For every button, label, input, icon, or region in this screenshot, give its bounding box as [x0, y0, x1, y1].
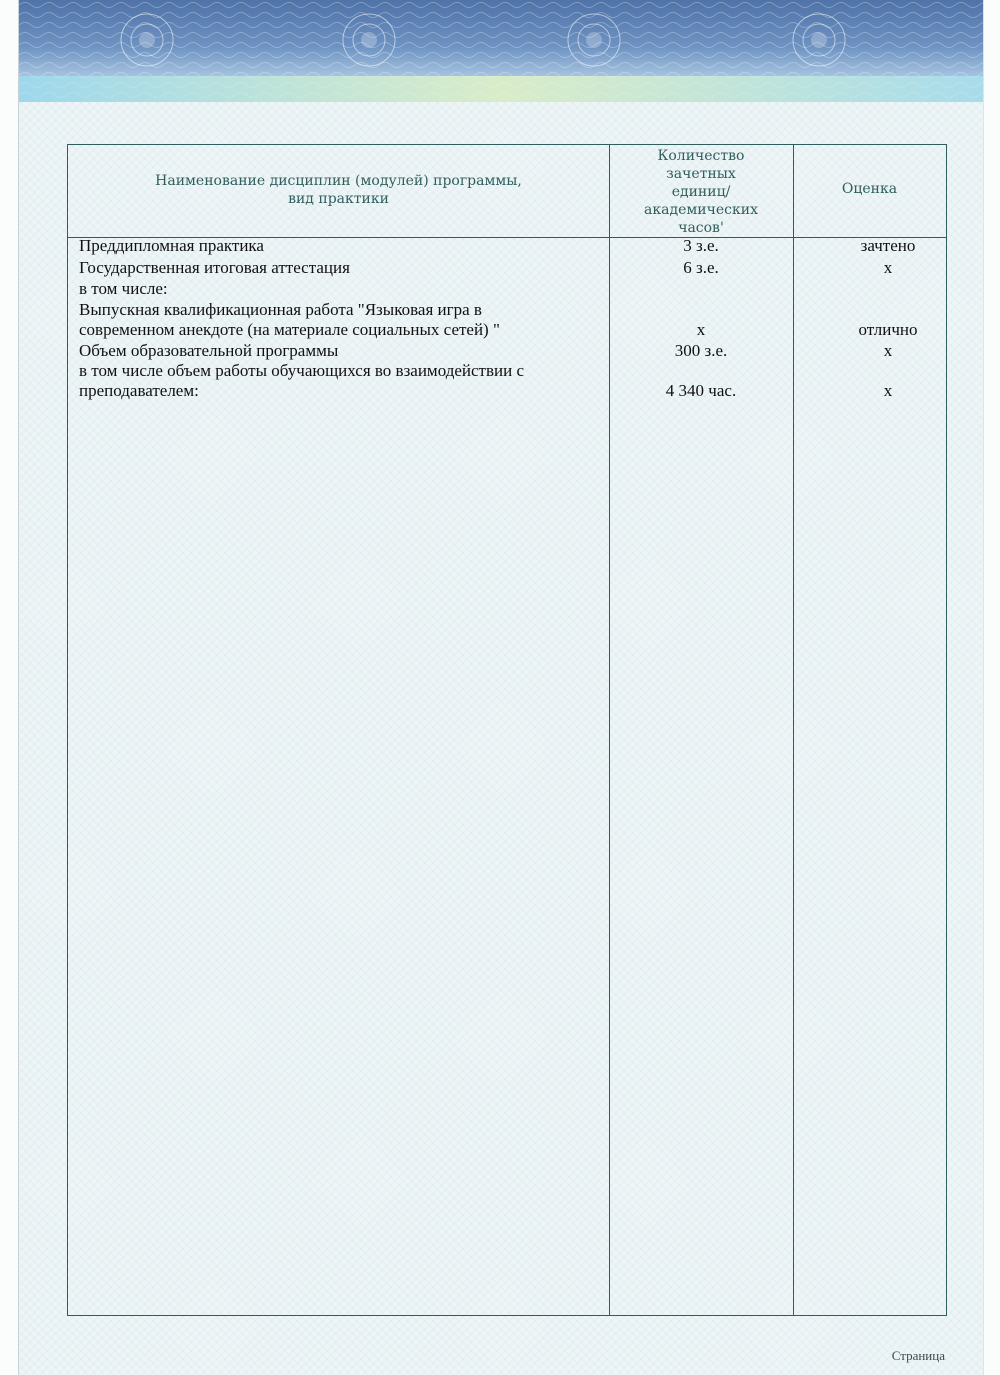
scan-margin-left [0, 0, 18, 1375]
row-name: Преддипломная практика [79, 236, 264, 255]
row-grade: зачтено [860, 236, 916, 255]
row-units: 3 з.е. [683, 236, 719, 255]
document-page [18, 0, 984, 1375]
header-credit-units: Количество зачетных единиц/ академических часов' [644, 148, 758, 236]
header-discipline-name: Наименование дисциплин (модулей) программы, вид практики [155, 173, 522, 207]
row-name: преподавателем: [79, 381, 199, 400]
row-grade: х [883, 341, 893, 360]
row-name: в том числе: [79, 279, 168, 298]
grades-table [67, 144, 947, 1316]
row-units: 6 з.е. [683, 258, 719, 277]
row-name: современном анекдоте (на материале социальных сетей) " [79, 320, 500, 339]
row-grade: отлично [858, 320, 918, 339]
scan-margin-right [982, 0, 1000, 1375]
row-grade: х [883, 258, 893, 277]
row-units: 4 340 час. [665, 381, 737, 400]
row-name: Объем образовательной программы [79, 341, 339, 360]
row-name: в том числе объем работы обучающихся во взаимодействии с [79, 361, 524, 380]
row-units: х [696, 320, 706, 339]
row-grade: х [883, 381, 893, 400]
row-name: Государственная итоговая аттестация [79, 258, 350, 277]
page-footer-label: Страница [891, 1348, 945, 1363]
header-grade: Оценка [841, 181, 898, 197]
guilloche-banner [19, 0, 983, 102]
row-units: 300 з.е. [674, 341, 728, 360]
row-name: Выпускная квалификационная работа "Языковая игра в [79, 300, 482, 319]
